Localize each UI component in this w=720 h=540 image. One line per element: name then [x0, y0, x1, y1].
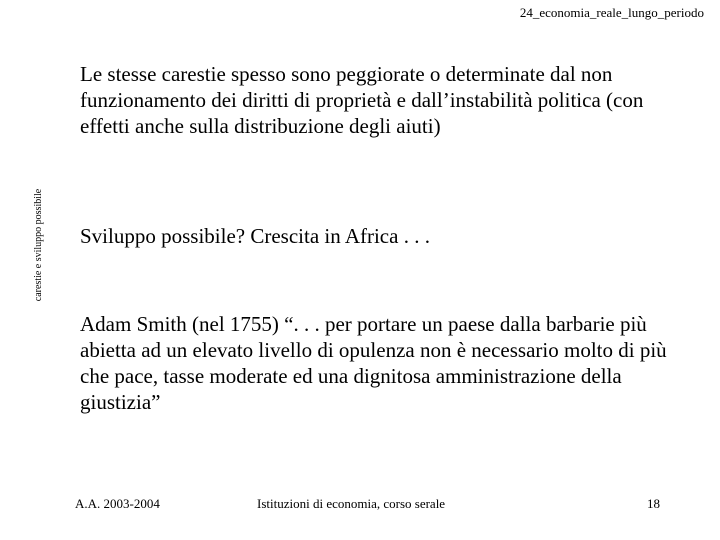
slide-header-title: 24_economia_reale_lungo_periodo: [519, 5, 704, 20]
paragraph-development-question: Sviluppo possibile? Crescita in Africa . . .: [80, 224, 430, 248]
footer-page-number: 18: [647, 496, 660, 511]
paragraph-adam-smith-quote: Adam Smith (nel 1755) “. . . per portare un paese dalla barbarie più abietta ad un elevato livello di opulenza non è necessario molto di più che pace, tasse moderate ed una dignitosa amministrazione della giustizia”: [80, 312, 667, 414]
footer-academic-year: A.A. 2003-2004: [75, 496, 160, 511]
paragraph-famines: Le stesse carestie spesso sono peggiorate o determinate dal non funzionamento dei diritti di proprietà e dall’instabilità politica (con effetti anche sulla distribuzione degli aiuti): [80, 62, 644, 138]
footer-course-name: Istituzioni di economia, corso serale: [257, 496, 446, 511]
vertical-section-label: carestie e sviluppo possibile: [33, 188, 44, 302]
